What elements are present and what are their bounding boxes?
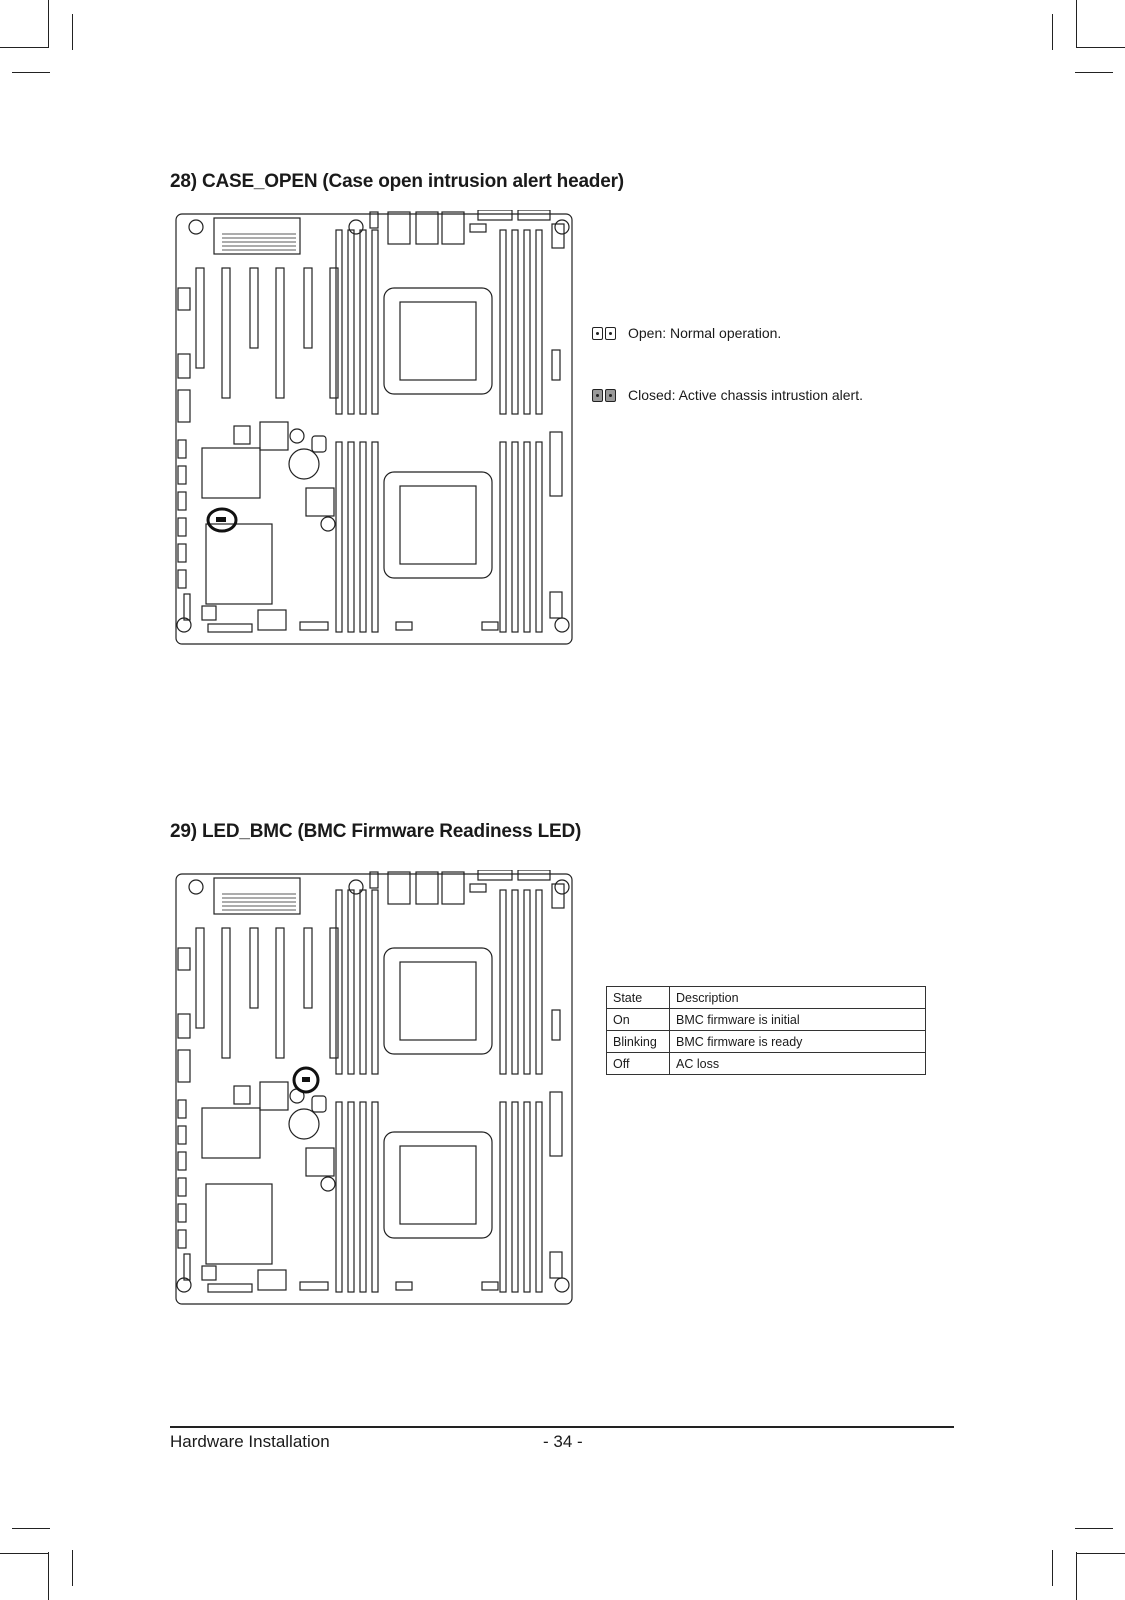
table-header-cell: Description <box>670 987 926 1009</box>
legend-closed <box>592 387 863 403</box>
table-header-cell: State <box>607 987 670 1009</box>
jumper-closed-icon <box>592 389 616 402</box>
crop-mark <box>12 1528 50 1529</box>
crop-mark <box>1076 1552 1077 1600</box>
crop-mark <box>1052 14 1053 50</box>
table-cell: BMC firmware is initial <box>670 1009 926 1031</box>
motherboard-diagram-led-bmc <box>172 870 578 1308</box>
legend-open <box>592 325 781 341</box>
crop-mark <box>1077 47 1125 48</box>
crop-mark <box>72 1550 73 1586</box>
table-row <box>607 1009 926 1031</box>
section-29-title: 29) LED_BMC (BMC Firmware Readiness LED) <box>170 821 582 842</box>
page-number: - 34 - <box>543 1432 583 1451</box>
crop-mark <box>1076 0 1077 48</box>
crop-mark <box>1075 1528 1113 1529</box>
crop-mark <box>0 1553 48 1554</box>
table-cell: Blinking <box>607 1031 670 1053</box>
table-row <box>607 1053 926 1075</box>
table-header-row <box>607 987 926 1009</box>
footer-divider <box>170 1426 954 1428</box>
led-bmc-state-table <box>606 986 926 1075</box>
crop-mark <box>1075 72 1113 73</box>
crop-mark <box>72 14 73 50</box>
legend-closed-label: Closed: Active chassis intrustion alert. <box>628 387 863 403</box>
section-28-title: 28) CASE_OPEN (Case open intrusion alert header) <box>170 171 624 192</box>
footer-section-name: Hardware Installation <box>170 1432 330 1451</box>
motherboard-diagram-case-open <box>172 210 578 648</box>
crop-mark <box>12 72 50 73</box>
crop-mark <box>0 47 48 48</box>
table-row <box>607 1031 926 1053</box>
jumper-open-icon <box>592 327 616 340</box>
crop-mark <box>1052 1550 1053 1586</box>
table-cell: AC loss <box>670 1053 926 1075</box>
crop-mark <box>48 1552 49 1600</box>
table-cell: BMC firmware is ready <box>670 1031 926 1053</box>
table-cell: Off <box>607 1053 670 1075</box>
table-cell: On <box>607 1009 670 1031</box>
legend-open-label: Open: Normal operation. <box>628 325 782 341</box>
crop-mark <box>1077 1553 1125 1554</box>
crop-mark <box>48 0 49 48</box>
